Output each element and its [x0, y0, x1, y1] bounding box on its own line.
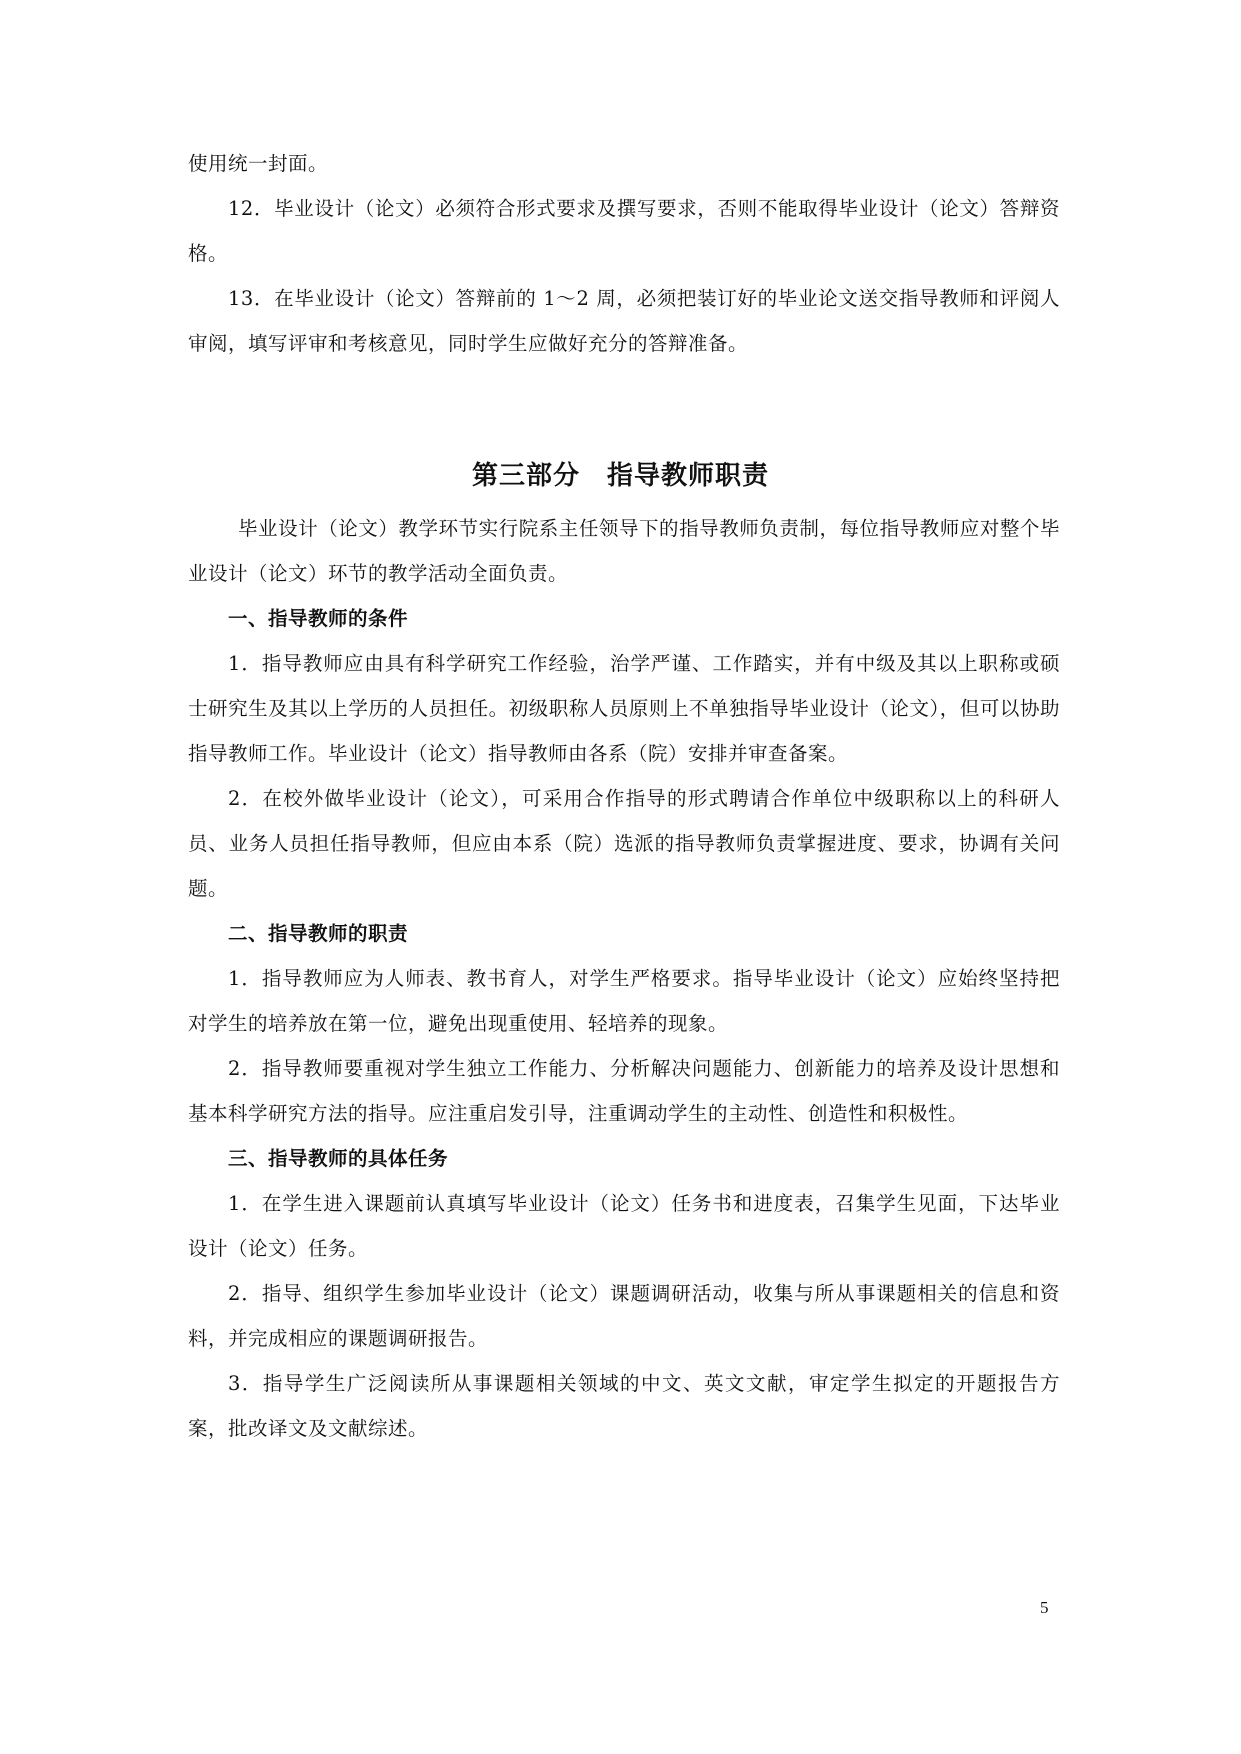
- sec2-p2: 2．指导教师要重视对学生独立工作能力、分析解决问题能力、创新能力的培养及设计思想和基本科学研究方法的指导。应注重启发引导，注重调动学生的主动性、创造性和积极性。: [188, 1057, 1060, 1125]
- sec3-heading: 三、指导教师的具体任务: [228, 1147, 449, 1170]
- sec3-p2: 2．指导、组织学生参加毕业设计（论文）课题调研活动，收集与所从事课题相关的信息和资料，并完成相应的课题调研报告。: [188, 1282, 1060, 1350]
- sec2-heading: 二、指导教师的职责: [228, 922, 409, 945]
- item-12: 12．毕业设计（论文）必须符合形式要求及撰写要求，否则不能取得毕业设计（论文）答辩资格。: [188, 197, 1060, 265]
- part3-title: 第三部分 指导教师职责: [471, 461, 769, 491]
- page-number: 5: [1040, 1598, 1049, 1617]
- line-continuation: 使用统一封面。: [188, 152, 329, 175]
- part3-body: [188, 506, 1060, 1451]
- sec3-p1: 1．在学生进入课题前认真填写毕业设计（论文）任务书和进度表，召集学生见面，下达毕业设计（论文）任务。: [188, 1192, 1060, 1260]
- sec1-heading: 一、指导教师的条件: [228, 607, 409, 630]
- sec1-p1: 1．指导教师应由具有科学研究工作经验，治学严谨、工作踏实，并有中级及其以上职称或硕士研究生及其以上学历的人员担任。初级职称人员原则上不单独指导毕业设计（论文），但可以协助指导教师工作。毕业设计（论文）指导教师由各系（院）安排并审查备案。: [188, 652, 1060, 765]
- sec1-p2: 2．在校外做毕业设计（论文），可采用合作指导的形式聘请合作单位中级职称以上的科研人员、业务人员担任指导教师，但应由本系（院）选派的指导教师负责掌握进度、要求，协调有关问题。: [188, 787, 1060, 900]
- sec2-p1: 1．指导教师应为人师表、教书育人，对学生严格要求。指导毕业设计（论文）应始终坚持把对学生的培养放在第一位，避免出现重使用、轻培养的现象。: [188, 967, 1060, 1035]
- item-13: 13．在毕业设计（论文）答辩前的 1～2 周，必须把装订好的毕业论文送交指导教师和评阅人审阅，填写评审和考核意见，同时学生应做好充分的答辩准备。: [188, 287, 1060, 355]
- sec3-p3: 3．指导学生广泛阅读所从事课题相关领域的中文、英文文献，审定学生拟定的开题报告方案，批改译文及文献综述。: [188, 1372, 1060, 1440]
- top-section: [188, 141, 1060, 366]
- part3-intro: 毕业设计（论文）教学环节实行院系主任领导下的指导教师负责制，每位指导教师应对整个毕业设计（论文）环节的教学活动全面负责。: [188, 517, 1060, 585]
